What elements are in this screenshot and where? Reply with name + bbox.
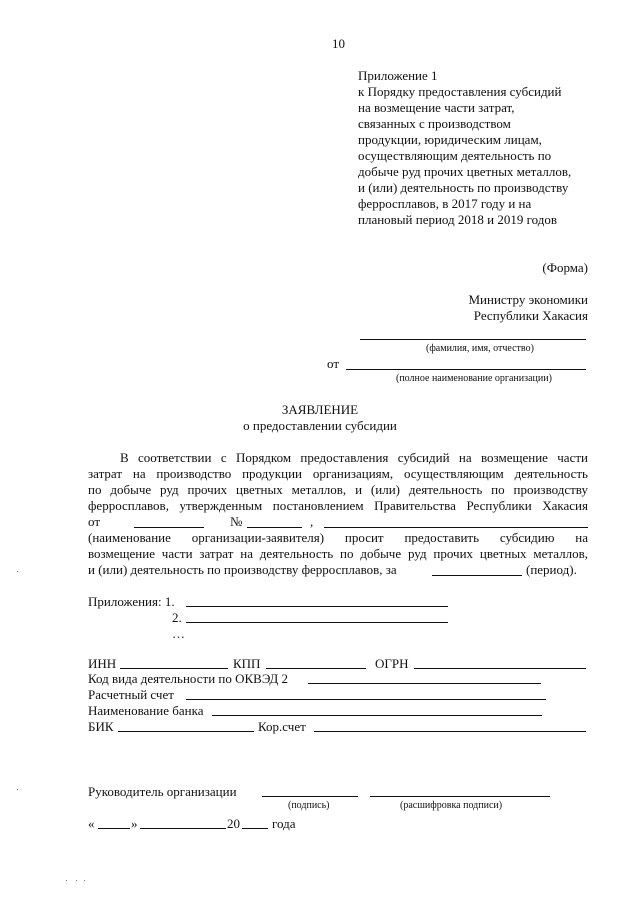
decode-caption: (расшифровка подписи) [400, 800, 503, 811]
sign-caption: (подпись) [288, 800, 330, 811]
annex-line: к Порядку предоставления субсидий [358, 84, 562, 99]
annex-line: плановый период 2018 и 2019 годов [358, 212, 558, 227]
scan-speck [76, 880, 77, 881]
kpp-label: КПП [233, 656, 261, 671]
year-prefix: 20 [227, 816, 240, 831]
applicant-name-field[interactable] [324, 527, 588, 528]
annex-line: связанных с производством [358, 116, 511, 131]
annex-line: и (или) деятельность по производству [358, 180, 569, 195]
fio-caption: (фамилия, имя, отчество) [426, 343, 534, 354]
addressee-line: Министру экономики [468, 292, 588, 307]
annex-line: Приложение 1 [358, 68, 438, 83]
body-line: ферросплавов, утвержденным постановлением Правительства Республики Хакасия [88, 498, 588, 513]
annex-line: добыче руд прочих цветных металлов, [358, 164, 572, 179]
period-label: (период). [526, 562, 577, 577]
attachment-2-label: 2. [172, 610, 182, 625]
scan-speck [84, 880, 85, 881]
body-line: (наименование организации-заявителя) просит предоставить субсидию на [88, 530, 588, 545]
account-field[interactable] [186, 699, 546, 700]
kor-label: Кор.счет [258, 719, 306, 734]
number-sign: № [230, 514, 243, 529]
month-field[interactable] [140, 828, 226, 829]
attachment-1-field[interactable] [186, 606, 448, 607]
form-label: (Форма) [542, 260, 588, 275]
page-number: 10 [332, 36, 345, 51]
decree-number-field[interactable] [247, 527, 302, 528]
bik-field[interactable] [118, 731, 254, 732]
ogrn-field[interactable] [414, 668, 586, 669]
account-label: Расчетный счет [88, 687, 174, 702]
kpp-field[interactable] [266, 668, 366, 669]
annex-line: ферросплавов, в 2017 году и на [358, 196, 532, 211]
organization-field[interactable] [346, 369, 586, 370]
kor-field[interactable] [314, 731, 586, 732]
period-field[interactable] [432, 575, 522, 576]
attachments-ellipsis: … [172, 626, 185, 641]
day-field[interactable] [98, 828, 130, 829]
signature-field[interactable] [262, 796, 358, 797]
attachments-label: Приложения: 1. [88, 594, 175, 609]
bik-label: БИК [88, 719, 114, 734]
annex-line: осуществляющим деятельность по [358, 148, 552, 163]
ogrn-label: ОГРН [375, 656, 409, 671]
bank-field[interactable] [212, 715, 542, 716]
date-close-quote: » [131, 816, 138, 831]
head-label: Руководитель организации [88, 784, 237, 799]
bank-label: Наименование банка [88, 703, 204, 718]
document-title: ЗАЯВЛЕНИЕ [281, 402, 359, 417]
signature-decode-field[interactable] [370, 796, 550, 797]
scan-speck [17, 571, 18, 572]
year-word: года [272, 816, 296, 831]
date-open-quote: « [88, 816, 95, 831]
org-caption: (полное наименование организации) [396, 373, 552, 384]
annex-line: продукции, юридическим лицам, [358, 132, 542, 147]
scan-speck [17, 789, 18, 790]
date-from-label: от [88, 514, 101, 529]
annex-line: на возмещение части затрат, [358, 100, 515, 115]
okved-label: Код вида деятельности по ОКВЭД 2 [88, 671, 288, 686]
inn-label: ИНН [88, 656, 117, 671]
body-line: возмещение части затрат на деятельность по добыче руд прочих цветных металлов, [88, 546, 588, 561]
fio-field[interactable] [360, 339, 586, 340]
decree-date-field[interactable] [134, 527, 204, 528]
body-line: и (или) деятельность по производству ферросплавов, за [88, 562, 397, 577]
year-field[interactable] [242, 828, 268, 829]
body-line: по добыче руд прочих цветных металлов, и (или) деятельность по производству [88, 482, 588, 497]
addressee-line: Республики Хакасия [473, 308, 588, 323]
okved-field[interactable] [308, 683, 541, 684]
scan-speck [66, 880, 67, 881]
body-line: затрат на производство продукции организациям, осуществляющим деятельность [88, 466, 588, 481]
from-label: от [327, 356, 340, 371]
document-subtitle: о предоставлении субсидии [243, 418, 397, 433]
body-line: В соответствии с Порядком предоставления субсидий на возмещение части [120, 450, 588, 465]
inn-field[interactable] [120, 668, 228, 669]
attachment-2-field[interactable] [186, 622, 448, 623]
